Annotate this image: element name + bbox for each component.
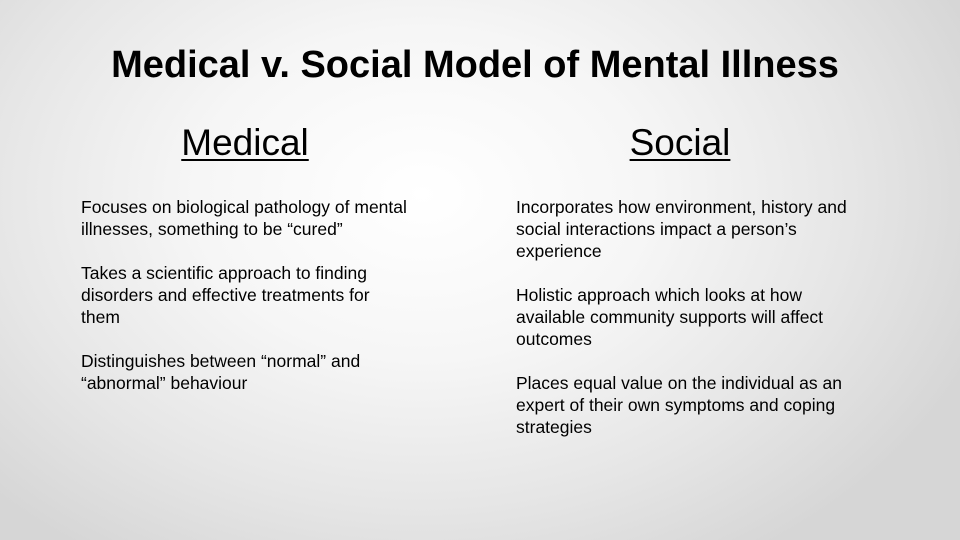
medical-point: Takes a scientific approach to finding disorders and effective treatments for them xyxy=(81,263,370,327)
medical-heading: Medical xyxy=(181,122,309,163)
slide-title: Medical v. Social Model of Mental Illness xyxy=(111,44,839,86)
social-point: Incorporates how environment, history and social interactions impact a person’s experience xyxy=(516,197,847,261)
medical-point: Distinguishes between “normal” and “abnormal” behaviour xyxy=(81,351,361,393)
social-point: Holistic approach which looks at how available community supports will affect outcomes xyxy=(516,285,824,349)
medical-points-list xyxy=(81,196,411,416)
social-points-list xyxy=(516,196,861,460)
medical-point: Focuses on biological pathology of mental illnesses, something to be “cured” xyxy=(81,197,407,239)
social-point: Places equal value on the individual as an expert of their own symptoms and coping strategies xyxy=(516,373,842,437)
social-heading: Social xyxy=(629,122,731,163)
